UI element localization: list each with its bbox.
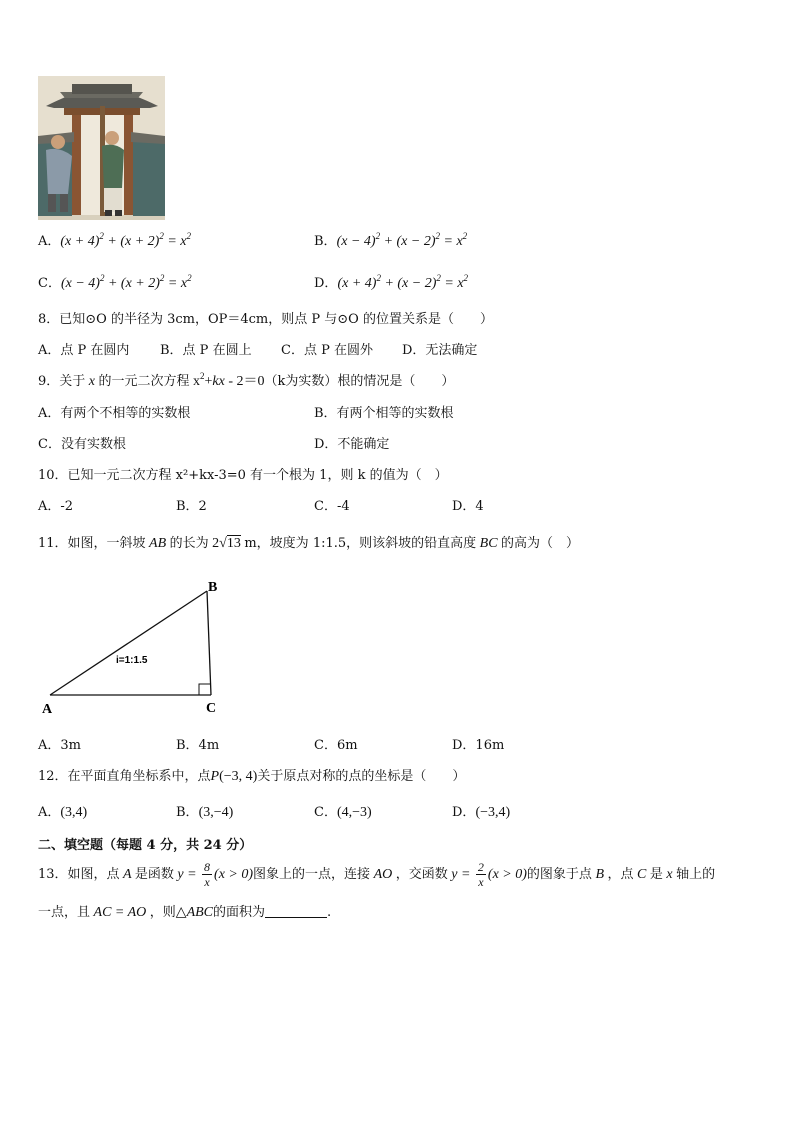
q9-stem-mid: 的一元二次方程 [98,374,190,389]
q7-option-a-formula: $(x + 4)^2 + (x + 2)^2 = x^2$ [60,231,191,249]
option-label: B． [176,805,199,820]
q9-option-a: A．有两个不相等的实数根 [38,406,191,421]
q7-option-a [38,233,191,251]
q9-stem-suffix: （k为实数）根的情况是（ ） [264,374,455,389]
q9-option-d: D．不能确定 [314,437,390,452]
slope-label: i=1:1.5 [116,655,148,666]
q8-stem: 8．已知⊙O 的半径为 3cm，OP＝4cm，则点 P 与⊙O 的位置关系是（ ） [38,312,493,327]
option-label: A． [38,234,61,249]
q13-line2 [38,904,331,922]
triangle-abc: △ABC [175,905,214,920]
q9-stem [38,373,454,391]
q13-line1 [38,858,715,892]
option-label: C． [314,805,337,820]
q7-option-c-formula: $(x - 4)^2 + (x + 2)^2 = x^2$ [60,273,192,291]
q9-option-c: C．没有实数根 [38,437,126,452]
q7-option-b-formula: $(x - 4)^2 + (x - 2)^2 = x^2$ [336,231,468,249]
option-value: (−3,4) [475,805,511,820]
q8-option-c: C．点 P 在圆外 [281,343,373,358]
q12-option-a [38,804,87,822]
segment-ao: AO [370,867,396,882]
point-b: B [591,867,608,882]
answer-blank[interactable] [265,904,327,918]
q11-stem [38,535,579,553]
q13-text: 的面积为 [213,905,266,920]
q12-stem [38,768,465,786]
side-ab [50,591,207,695]
function-y-2-over-x: y = $\frac{2}{x}$ (x > 0) [447,860,527,890]
point-c: C [633,867,650,882]
q13-text: ，则 [149,905,176,920]
q13-text: ，点 [607,867,634,882]
q12-option-d [452,804,510,822]
option-label: D． [314,276,338,291]
q7-option-c [38,275,192,293]
q12-stem-prefix: 12．在平面直角坐标系中，点 [38,769,211,784]
q9-option-b: B．有两个相等的实数根 [314,406,454,421]
q13-text: 是 [649,867,663,882]
q13-text: 的图象于点 [526,867,592,882]
q12-option-b [176,804,233,822]
q8-option-b: B．点 P 在圆上 [160,343,252,358]
vertex-a-label: A [42,702,53,717]
q11-option-c: C．6m [314,738,358,753]
q13-text: 轴上的 [676,867,716,882]
q7-option-b [314,233,467,251]
q11-stem-prefix: 11．如图，一斜坡 [38,536,146,551]
q12-stem-suffix: 关于原点对称的点的坐标是（ ） [257,769,466,784]
vertex-c-label: C [206,701,217,716]
q9-stem-prefix: 9．关于 [38,374,86,389]
q10-option-a: A．-2 [38,499,74,514]
function-y-8-over-x: y = $\frac{8}{x}$ (x > 0) [173,860,254,890]
point-a: A [119,867,135,882]
option-value: (3,−4) [198,805,234,820]
q10-option-d: D．4 [452,499,484,514]
q11-triangle-figure [36,574,226,720]
q13-text: ，交函数 [395,867,448,882]
option-label: A． [38,805,61,820]
option-label: D． [452,805,476,820]
q13-text: 一点，且 [38,905,91,920]
q8-option-a: A．点 P 在圆内 [38,343,130,358]
right-angle-mark [199,684,210,695]
q11-stem-mid2: m，坡度为 1:1.5，则该斜坡的铅直高度 [244,536,477,551]
segment-ab: AB [145,536,170,551]
q11-stem-mid1: 的长为 [169,536,209,551]
q10-option-b: B．2 [176,499,207,514]
q7-option-d [314,275,468,293]
option-value: (3,4) [60,805,88,820]
q13-text: . [327,905,332,920]
q8-option-d: D．无法确定 [402,343,478,358]
side-bc [207,591,211,695]
option-label: C． [38,276,61,291]
q9-equation: $x^2+kx - 2=0$ [189,371,265,389]
q13-text: 图象上的一点，连接 [253,867,371,882]
vertex-b-label: B [208,580,218,595]
option-value: (4,−3) [336,805,372,820]
q10-stem: 10．已知一元二次方程 x²+kx-3=0 有一个根为 1，则 k 的值为（ ） [38,468,448,483]
gate-illustration [38,76,165,220]
option-label: B． [314,234,337,249]
q11-stem-suffix: 的高为（ ） [501,536,580,551]
q13-text: 13．如图，点 [38,867,120,882]
segment-bc: BC [476,536,502,551]
q11-option-b: B．4m [176,738,220,753]
q11-length: 2√13 [208,536,241,551]
q7-option-d-formula: $(x + 4)^2 + (x - 2)^2 = x^2$ [337,273,469,291]
var-x: x [662,867,677,882]
q12-option-c [314,804,372,822]
q10-option-c: C．-4 [314,499,350,514]
section-heading: 二、填空题（每题 4 分，共 24 分） [38,838,253,853]
point-p: P(−3, 4) [210,769,258,784]
equation-ac-ao: AC = AO [90,905,150,920]
var-x: x [85,374,99,389]
q11-option-d: D．16m [452,738,505,753]
q13-text: 是函数 [134,867,174,882]
q11-option-a: A．3m [38,738,81,753]
